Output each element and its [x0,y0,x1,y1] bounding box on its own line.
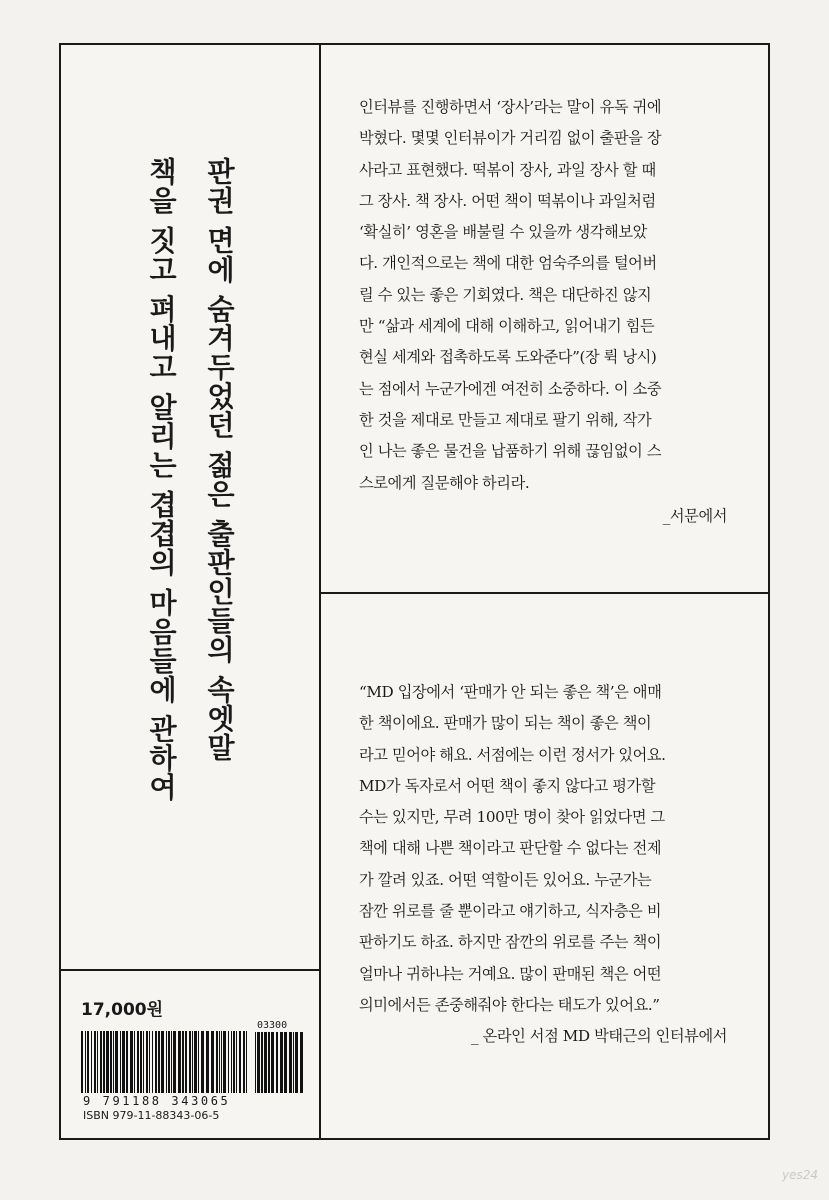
excerpt-line: 현실 세계와 접촉하도록 도와준다”(장 뤽 낭시) [359,348,657,367]
excerpt-line: 사라고 표현했다. 떡볶이 장사, 과일 장사 할 때 [359,160,656,179]
excerpt-line: MD가 독자로서 어떤 책이 좋지 않다고 평가할 [359,776,656,795]
excerpt-line: 한 책이에요. 판매가 많이 되는 책이 좋은 책이 [359,714,652,733]
barcode-block [81,1020,303,1120]
excerpt-source: _서문에서 [662,506,727,525]
excerpt-line: ‘확실히’ 영혼을 배불릴 수 있을까 생각해보았 [359,223,647,242]
excerpt-line: 라고 믿어야 해요. 서점에는 이런 정서가 있어요. [359,745,666,764]
excerpt-line: 수는 있지만, 무려 100만 명이 찾아 읽었다면 그 [359,808,665,827]
excerpt-line: 인터뷰를 진행하면서 ‘장사’라는 말이 유독 귀에 [359,98,662,116]
right-horizontal-divider [319,592,770,594]
excerpt-line: 만 “삶과 세계에 대해 이해하고, 읽어내기 힘든 [359,317,655,336]
left-horizontal-divider [61,969,319,971]
barcode-addon-number: 03300 [257,1020,288,1031]
vertical-title-line-2: 책을 짓고 펴내고 알리는 겹겹의 마음들에 관하여 [145,157,178,802]
excerpt-line: 인 나는 좋은 물건을 납품하기 위해 끊임없이 스 [359,442,662,461]
vertical-title-line-1: 판권 면에 숨겨두었던 젊은 출판인들의 속엣말 [203,157,236,762]
excerpt-line: 책에 대해 나쁜 책이라고 판단할 수 없다는 전제 [359,839,662,858]
excerpt-line: 잠깐 위로를 줄 뿐이라고 얘기하고, 식자층은 비 [359,902,662,921]
barcode-digits: 9 791188 343065 [83,1094,231,1108]
excerpt-line: “MD 입장에서 ‘판매가 안 되는 좋은 책’은 애매 [359,683,662,701]
excerpt-line: 다. 개인적으로는 책에 대한 엄숙주의를 털어버 [359,254,657,273]
excerpt-line: 스로에게 질문해야 하리라. [359,473,530,492]
excerpt-line: 가 깔려 있죠. 어떤 역할이든 있어요. 누군가는 [359,870,652,889]
barcode-addon-icon [255,1032,303,1093]
barcode-main-icon [81,1031,249,1093]
excerpt-line: 판하기도 하죠. 하지만 잠깐의 위로를 주는 책이 [359,933,662,952]
isbn-number: ISBN 979-11-88343-06-5 [83,1109,220,1122]
excerpt-interview [359,677,727,1053]
excerpt-line: 박혔다. 몇몇 인터뷰이가 거리낌 없이 출판을 장 [359,129,662,148]
back-cover-frame [59,43,770,1140]
excerpt-source: _ 온라인 서점 MD 박태근의 인터뷰에서 [470,1027,727,1046]
excerpt-line: 그 장사. 책 장사. 어떤 책이 떡볶이나 과일처럼 [359,191,656,210]
watermark: yes24 [782,1168,819,1182]
price-label: 17,000원 [81,1000,164,1020]
excerpt-line: 릴 수 있는 좋은 기회였다. 책은 대단하진 않지 [359,285,652,304]
excerpt-preface [359,92,727,532]
excerpt-line: 는 점에서 누군가에겐 여전히 소중하다. 이 소중 [359,379,662,398]
excerpt-line: 의미에서든 존중해줘야 한다는 태도가 있어요.” [359,995,660,1014]
excerpt-line: 얼마나 귀하냐는 거예요. 많이 판매된 책은 어떤 [359,964,662,983]
excerpt-line: 한 것을 제대로 만들고 제대로 팔기 위해, 작가 [359,410,652,429]
